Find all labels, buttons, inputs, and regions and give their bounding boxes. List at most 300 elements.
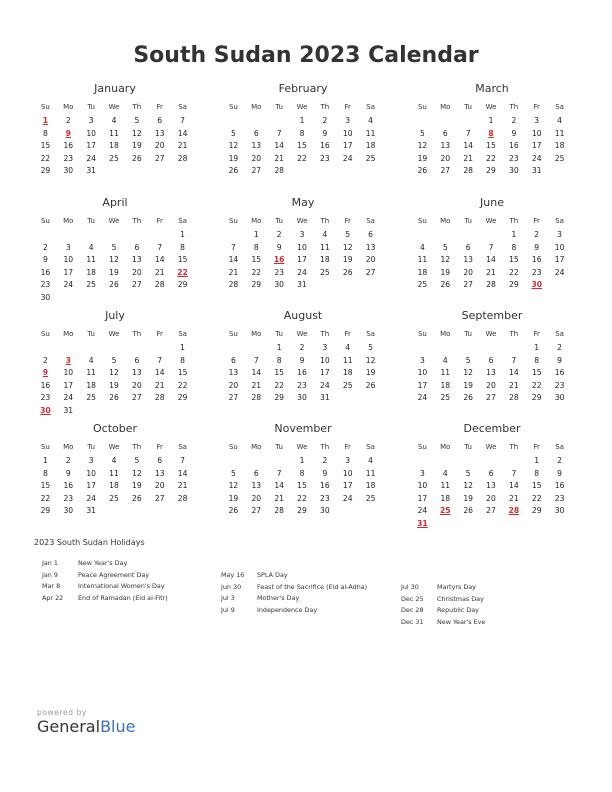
day-cell: 5 <box>442 242 448 252</box>
day-cell: 14 <box>509 481 519 491</box>
holiday-date: Dec 28 <box>401 606 424 615</box>
day-cell: 28 <box>228 280 239 290</box>
day-cell: 19 <box>463 493 473 503</box>
holiday-date: Mar 8 <box>42 582 61 591</box>
day-cell: 20 <box>440 153 451 163</box>
day-cell: 8 <box>534 468 540 478</box>
day-cell: 28 <box>509 393 519 403</box>
weekday-label: Su <box>228 330 238 338</box>
month-1 <box>222 80 382 178</box>
day-cell: 4 <box>442 468 448 478</box>
day-cell: 6 <box>368 230 373 239</box>
day-cell: 25 <box>109 493 119 503</box>
week-row <box>411 115 571 128</box>
day-cell: 19 <box>228 153 239 163</box>
day-cell: 13 <box>463 255 473 265</box>
week-row <box>222 128 382 141</box>
day-cell <box>457 342 480 355</box>
day-cell: 11 <box>365 128 376 138</box>
day-cell: 18 <box>365 481 376 491</box>
day-cell: 1 <box>276 343 282 352</box>
day-cell <box>125 229 148 242</box>
day-cell: 27 <box>228 393 239 403</box>
weekday-label: Tu <box>87 330 95 338</box>
day-cell: 13 <box>132 255 142 265</box>
day-cell: 12 <box>417 141 428 151</box>
week-row <box>411 493 571 506</box>
month-name: October <box>92 422 138 435</box>
week-row <box>34 493 194 506</box>
holiday-date: Jul 3 <box>221 594 235 603</box>
day-cell <box>502 518 525 531</box>
day-cell: 5 <box>134 116 140 125</box>
day-cell: 5 <box>231 128 236 138</box>
week-row <box>222 480 382 493</box>
day-cell: 22 <box>531 380 542 390</box>
day-cell: 12 <box>228 141 239 151</box>
day-cell: 10 <box>531 128 542 138</box>
day-cell: 21 <box>177 141 188 151</box>
holiday-column <box>221 570 367 616</box>
day-cell: 10 <box>320 355 330 365</box>
holiday-item <box>42 558 168 570</box>
holiday-name: Peace Agreement Day <box>78 570 150 579</box>
day-cell <box>80 229 103 242</box>
day-cell: 3 <box>345 116 351 125</box>
page-title: South Sudan 2023 Calendar <box>133 43 479 68</box>
day-cell <box>268 115 291 128</box>
day-cell: 3 <box>345 456 351 465</box>
holiday-date: Jan 1 <box>42 559 58 567</box>
weekday-label: Th <box>509 217 519 225</box>
holiday-day-cell: 30 <box>531 280 543 290</box>
day-cell: 5 <box>134 456 140 465</box>
weekday-label: We <box>108 330 120 338</box>
day-cell: 8 <box>276 355 282 365</box>
week-row <box>411 355 571 368</box>
day-cell: 17 <box>320 368 330 378</box>
holiday-date: Jul 9 <box>221 605 235 614</box>
weekday-label: Fr <box>533 330 540 338</box>
holiday-name: Christmas Day <box>437 594 484 603</box>
day-cell: 24 <box>320 380 330 390</box>
weekday-label: Mo <box>251 443 262 451</box>
day-cell: 10 <box>297 242 307 252</box>
weekday-label: Fr <box>156 217 163 225</box>
day-cell: 4 <box>420 242 425 252</box>
day-cell: 13 <box>440 141 451 151</box>
day-cell: 19 <box>463 380 473 390</box>
day-cell: 1 <box>299 456 305 465</box>
day-cell: 25 <box>320 267 330 277</box>
day-cell: 1 <box>299 116 305 125</box>
day-cell <box>222 342 245 355</box>
month-name: May <box>291 196 315 209</box>
day-cell: 22 <box>274 380 284 390</box>
weekday-header <box>34 440 194 454</box>
holiday-date: Dec 25 <box>401 594 424 603</box>
day-cell: 15 <box>177 255 188 265</box>
holiday-name: New Year's Eve <box>437 617 486 626</box>
holiday-item <box>401 617 485 629</box>
day-cell: 23 <box>531 267 542 277</box>
day-cell: 20 <box>251 493 262 503</box>
day-cell: 19 <box>132 141 142 151</box>
day-cell: 10 <box>417 368 428 378</box>
day-cell: 31 <box>531 166 542 176</box>
day-cell: 4 <box>442 355 448 365</box>
week-row <box>411 254 571 267</box>
day-cell: 23 <box>63 493 74 503</box>
week-row <box>411 128 571 141</box>
day-cell: 16 <box>554 368 565 378</box>
weekday-label: We <box>485 443 497 451</box>
day-cell: 4 <box>557 116 562 125</box>
day-cell: 6 <box>465 242 471 252</box>
day-cell: 18 <box>440 493 451 503</box>
day-cell: 9 <box>43 255 48 265</box>
weekday-label: Fr <box>533 217 540 225</box>
day-cell <box>245 455 268 468</box>
day-cell: 29 <box>531 393 542 403</box>
day-cell <box>336 505 359 518</box>
day-cell: 29 <box>177 280 188 290</box>
day-cell: 22 <box>509 267 519 277</box>
day-cell: 20 <box>365 255 376 265</box>
day-cell: 17 <box>86 481 96 491</box>
week-row <box>411 468 571 481</box>
day-cell: 21 <box>509 380 519 390</box>
day-cell: 17 <box>417 493 428 503</box>
holiday-name: SPLA Day <box>257 571 288 579</box>
weekday-label: Th <box>132 443 142 451</box>
day-cell: 27 <box>154 493 165 503</box>
weekday-label: Fr <box>344 443 351 451</box>
day-cell: 8 <box>299 468 305 478</box>
day-cell <box>245 342 268 355</box>
day-cell <box>359 165 382 178</box>
weekday-label: Su <box>417 217 427 225</box>
day-cell: 30 <box>297 393 307 403</box>
week-row <box>222 242 382 255</box>
day-cell: 24 <box>63 280 74 290</box>
day-cell: 21 <box>274 153 284 163</box>
week-row <box>34 392 194 405</box>
day-cell: 17 <box>297 255 307 265</box>
day-cell: 26 <box>463 393 473 403</box>
day-cell: 31 <box>63 405 74 415</box>
month-2 <box>411 80 571 178</box>
month-5 <box>411 194 571 292</box>
week-row <box>411 267 571 280</box>
day-cell <box>411 342 434 355</box>
week-row <box>222 115 382 128</box>
day-cell <box>80 405 103 418</box>
day-cell: 6 <box>488 355 494 365</box>
weekday-label: We <box>296 330 308 338</box>
weekday-label: Th <box>132 103 142 111</box>
day-cell: 3 <box>299 230 305 239</box>
day-cell <box>103 165 126 178</box>
week-row <box>222 468 382 481</box>
weekday-label: We <box>485 330 497 338</box>
day-cell: 12 <box>463 481 473 491</box>
brand-name <box>37 717 135 736</box>
day-cell <box>57 229 80 242</box>
day-cell: 26 <box>365 380 376 390</box>
day-cell: 1 <box>488 116 494 125</box>
day-cell <box>434 342 457 355</box>
holiday-day-cell: 8 <box>488 128 494 138</box>
day-cell <box>222 115 245 128</box>
day-cell: 31 <box>297 280 307 290</box>
week-row <box>34 229 194 242</box>
holiday-date: Jun 30 <box>221 582 242 591</box>
day-cell: 27 <box>463 280 473 290</box>
day-cell <box>103 229 126 242</box>
day-cell: 2 <box>322 456 328 465</box>
holiday-item <box>42 570 168 582</box>
week-row <box>34 140 194 153</box>
day-cell <box>434 455 457 468</box>
holiday-name: Republic Day <box>437 606 479 615</box>
day-cell <box>457 115 480 128</box>
month-name: August <box>283 309 323 322</box>
day-cell: 23 <box>554 380 565 390</box>
weekday-label: Mo <box>251 330 262 338</box>
week-row <box>34 153 194 166</box>
day-cell: 2 <box>276 230 282 239</box>
week-row <box>34 242 194 255</box>
weekday-label: Su <box>417 443 427 451</box>
day-cell: 13 <box>228 368 239 378</box>
day-cell <box>434 115 457 128</box>
holiday-day-cell: 31 <box>417 518 428 528</box>
weekday-label: Fr <box>533 103 540 111</box>
day-cell: 9 <box>322 468 328 478</box>
day-cell: 9 <box>534 242 540 252</box>
day-cell: 4 <box>88 355 94 365</box>
day-cell <box>171 165 194 178</box>
day-cell: 4 <box>322 230 328 239</box>
weekday-label: We <box>108 103 120 111</box>
week-row <box>222 267 382 280</box>
day-cell: 25 <box>86 280 96 290</box>
week-row <box>411 367 571 380</box>
weekday-header <box>34 327 194 341</box>
day-cell: 12 <box>109 255 119 265</box>
day-cell: 28 <box>154 280 165 290</box>
week-row <box>222 380 382 393</box>
day-cell: 14 <box>154 368 165 378</box>
weekday-label: Su <box>40 443 50 451</box>
day-cell: 6 <box>157 116 163 125</box>
day-cell: 21 <box>154 380 165 390</box>
day-cell: 20 <box>132 267 142 277</box>
day-cell: 24 <box>417 506 428 516</box>
weekday-label: We <box>296 217 308 225</box>
day-cell: 13 <box>132 368 142 378</box>
day-cell: 19 <box>132 481 142 491</box>
day-cell: 10 <box>63 255 74 265</box>
day-cell: 15 <box>531 368 542 378</box>
day-cell: 23 <box>274 267 284 277</box>
powered-by-text: powered by <box>37 708 87 717</box>
day-cell <box>480 518 503 531</box>
day-cell <box>411 115 434 128</box>
day-cell: 10 <box>342 128 353 138</box>
month-name: December <box>463 422 521 435</box>
holiday-day-cell: 28 <box>508 506 520 516</box>
day-cell <box>222 229 245 242</box>
day-cell: 19 <box>417 153 428 163</box>
day-cell: 8 <box>534 355 540 365</box>
holiday-name: End of Ramadan (Eid al-Fitr) <box>78 593 168 602</box>
day-cell: 4 <box>111 116 117 125</box>
day-cell: 21 <box>177 481 188 491</box>
weekday-label: Mo <box>63 103 74 111</box>
weekday-header <box>34 214 194 228</box>
day-cell: 27 <box>154 153 165 163</box>
day-cell: 10 <box>63 368 74 378</box>
weekday-label: Sa <box>366 443 375 451</box>
week-row <box>222 355 382 368</box>
day-cell: 7 <box>253 355 259 365</box>
day-cell: 17 <box>417 380 428 390</box>
day-cell: 11 <box>365 468 376 478</box>
day-cell: 11 <box>86 368 96 378</box>
day-cell: 7 <box>465 128 471 138</box>
week-row <box>222 279 382 292</box>
day-cell: 7 <box>276 468 282 478</box>
day-cell: 13 <box>251 141 262 151</box>
day-cell: 4 <box>368 116 373 125</box>
weekday-label: Th <box>509 103 519 111</box>
day-cell: 3 <box>322 343 328 352</box>
day-cell: 14 <box>274 481 284 491</box>
weekday-label: Th <box>320 217 330 225</box>
day-cell: 25 <box>554 153 565 163</box>
week-row <box>222 392 382 405</box>
day-cell: 9 <box>65 468 71 478</box>
holiday-item <box>221 593 367 605</box>
day-cell: 10 <box>554 242 565 252</box>
day-cell: 18 <box>109 481 119 491</box>
weekday-label: Tu <box>87 217 95 225</box>
day-cell: 22 <box>297 153 307 163</box>
weekday-label: Fr <box>344 330 351 338</box>
day-cell <box>457 518 480 531</box>
day-cell <box>245 115 268 128</box>
day-cell: 28 <box>177 493 188 503</box>
day-cell: 4 <box>368 456 373 465</box>
month-10 <box>222 420 382 518</box>
day-cell: 18 <box>320 255 330 265</box>
day-cell: 23 <box>297 380 307 390</box>
day-cell: 6 <box>134 355 140 365</box>
day-cell <box>148 165 171 178</box>
day-cell <box>480 342 503 355</box>
day-cell <box>313 279 336 292</box>
holiday-name: Mother's Day <box>257 594 300 603</box>
day-cell <box>359 279 382 292</box>
weekday-label: Tu <box>275 103 283 111</box>
day-cell: 13 <box>154 128 165 138</box>
month-name: June <box>480 196 504 209</box>
weekday-label: Tu <box>87 103 95 111</box>
day-cell: 13 <box>251 481 262 491</box>
weekday-label: Th <box>320 443 330 451</box>
week-row <box>411 455 571 468</box>
week-row <box>411 140 571 153</box>
day-cell: 28 <box>274 506 284 516</box>
day-cell: 8 <box>180 355 185 365</box>
day-cell: 25 <box>109 153 119 163</box>
day-cell: 26 <box>109 393 119 403</box>
day-cell: 16 <box>320 141 330 151</box>
week-row <box>34 405 194 418</box>
weekday-label: Fr <box>156 330 163 338</box>
weekday-label: Fr <box>156 103 163 111</box>
weekday-label: We <box>296 443 308 451</box>
day-cell <box>268 455 291 468</box>
day-cell: 21 <box>154 267 165 277</box>
day-cell <box>103 405 126 418</box>
month-11 <box>411 420 571 531</box>
day-cell <box>222 455 245 468</box>
weekday-label: Mo <box>440 330 451 338</box>
day-cell <box>103 342 126 355</box>
week-row <box>222 367 382 380</box>
day-cell: 23 <box>320 153 330 163</box>
holiday-item <box>42 593 168 605</box>
day-cell: 28 <box>251 393 262 403</box>
week-row <box>411 480 571 493</box>
day-cell: 27 <box>365 267 376 277</box>
day-cell: 22 <box>486 153 496 163</box>
weekday-label: We <box>108 217 120 225</box>
day-cell <box>525 518 548 531</box>
day-cell: 29 <box>297 506 307 516</box>
day-cell: 7 <box>180 456 185 465</box>
day-cell: 14 <box>177 128 188 138</box>
day-cell: 12 <box>365 355 376 365</box>
day-cell: 20 <box>154 141 165 151</box>
day-cell <box>148 505 171 518</box>
day-cell: 4 <box>88 242 94 252</box>
day-cell: 6 <box>231 355 236 365</box>
day-cell: 6 <box>134 242 140 252</box>
day-cell: 2 <box>557 343 562 352</box>
day-cell <box>336 392 359 405</box>
day-cell: 18 <box>417 267 428 277</box>
weekday-label: Tu <box>464 443 472 451</box>
week-row <box>411 518 571 531</box>
day-cell <box>125 342 148 355</box>
day-cell: 3 <box>420 355 425 365</box>
day-cell: 29 <box>486 166 496 176</box>
day-cell: 23 <box>40 393 51 403</box>
day-cell: 25 <box>86 393 96 403</box>
holidays-title: 2023 South Sudan Holidays <box>34 538 145 547</box>
day-cell: 24 <box>342 493 353 503</box>
day-cell: 17 <box>86 141 96 151</box>
day-cell: 11 <box>320 242 330 252</box>
day-cell: 30 <box>320 506 330 516</box>
week-row <box>222 229 382 242</box>
day-cell <box>148 405 171 418</box>
day-cell: 21 <box>251 380 262 390</box>
